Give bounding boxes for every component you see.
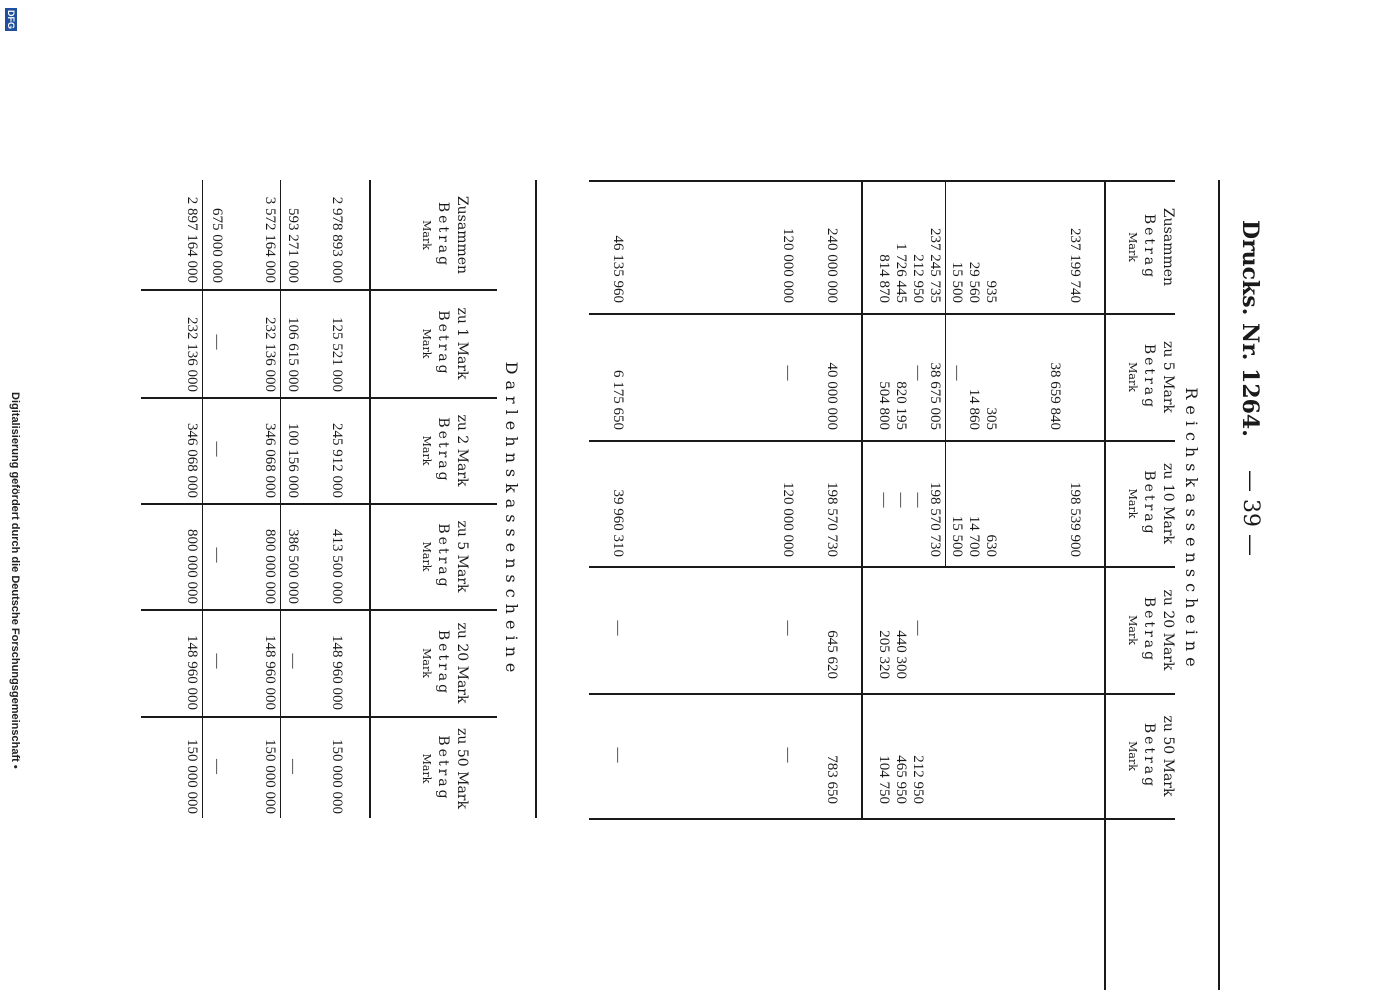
reichs-cell: 630 xyxy=(983,534,999,557)
darlehns-header-zu-2-mark: zu 2 Mark Betrag Mark xyxy=(420,414,470,487)
reichs-col-divider xyxy=(589,180,1175,182)
darlehns-header-zu-20-mark: zu 20 Mark Betrag Mark xyxy=(420,622,470,704)
darlehns-cell: 346 068 000 xyxy=(262,423,278,498)
reichs-cell: 237 245 735 xyxy=(927,228,943,303)
darlehns-col-divider xyxy=(141,289,497,291)
reichs-cell: 198 570 730 xyxy=(927,482,943,557)
reichs-cell: 440 300 xyxy=(893,630,909,679)
darlehns-cell: 232 136 000 xyxy=(262,317,278,392)
reichs-cell: 120 000 000 xyxy=(780,482,796,557)
darlehns-header-zu-1-mark: zu 1 Mark Betrag Mark xyxy=(420,307,470,380)
reichs-header-zu-5-mark: zu 5 Mark Betrag Mark xyxy=(1126,340,1176,414)
reichs-cell: 38 659 840 xyxy=(1047,362,1063,430)
darlehns-col-divider xyxy=(141,503,497,505)
reichs-col-divider xyxy=(589,313,1175,315)
reichs-cell: 198 570 730 xyxy=(824,482,840,557)
darlehns-cell: — xyxy=(285,759,301,774)
darlehns-cell: — xyxy=(209,759,225,774)
reichs-cell: — xyxy=(610,747,626,763)
darlehns-header-rule xyxy=(369,180,371,818)
darlehns-cell: 148 960 000 xyxy=(262,635,278,710)
reichs-cell: 1 726 445 xyxy=(893,243,909,303)
reichs-cell: — xyxy=(910,620,926,636)
darlehns-cell: 125 521 000 xyxy=(329,317,345,392)
reichs-cell: 814 870 xyxy=(876,254,892,303)
reichs-cell: — xyxy=(610,620,626,636)
darlehns-col-divider xyxy=(141,609,497,611)
darlehns-header-zu-50-mark: zu 50 Mark Betrag Mark xyxy=(420,728,470,809)
dfg-logo: DFG xyxy=(6,10,16,29)
reichs-cell: — xyxy=(949,365,965,381)
reichs-cell: — xyxy=(910,365,926,381)
reichs-cell: — xyxy=(780,365,796,381)
reichs-cell: 645 620 xyxy=(824,630,840,679)
reichs-cell: 820 195 xyxy=(893,381,909,430)
reichs-cell: 15 500 xyxy=(949,515,965,557)
darlehns-cell: — xyxy=(209,334,225,350)
reichs-cell: 465 950 xyxy=(893,755,909,804)
darlehns-cell: 148 960 000 xyxy=(184,635,200,710)
reichs-cell: 40 000 000 xyxy=(824,362,840,430)
reichs-top-rule xyxy=(1218,180,1220,990)
reichs-cell: 305 xyxy=(983,407,999,430)
reichs-col-divider xyxy=(589,440,1175,442)
darlehns-cell: 106 615 000 xyxy=(285,317,301,392)
reichs-cell: 212 950 xyxy=(910,254,926,303)
darlehns-cell: 150 000 000 xyxy=(262,739,278,814)
reichs-cell: — xyxy=(893,492,909,508)
reichs-col-divider xyxy=(589,818,1175,820)
darlehns-cell: 386 500 000 xyxy=(285,529,301,604)
darlehns-total-rule xyxy=(202,180,203,818)
reichs-cell: — xyxy=(910,492,926,508)
reichs-cell: — xyxy=(876,492,892,508)
reichs-cell: 120 000 000 xyxy=(780,228,796,303)
page-number: — 39 — xyxy=(1238,470,1263,556)
darlehns-cell: 675 000 000 xyxy=(209,208,225,283)
darlehns-cell: 148 960 000 xyxy=(329,635,345,710)
reichs-cell: 39 960 310 xyxy=(610,489,626,557)
reichs-cell: 935 xyxy=(983,280,999,303)
darlehns-header-zusammen: Zusammen Betrag Mark xyxy=(420,195,470,275)
reichs-cell: 14 700 xyxy=(966,515,982,557)
reichs-cell: — xyxy=(780,747,796,763)
section-title-darlehnskassenscheine: Darlehnskassenscheine xyxy=(502,361,521,679)
reichs-subtotal-rule xyxy=(945,180,946,440)
darlehns-cell: 150 000 000 xyxy=(329,739,345,814)
reichs-cell: 783 650 xyxy=(824,755,840,804)
reichs-cell: 104 750 xyxy=(876,755,892,804)
darlehns-cell: 2 897 164 000 xyxy=(184,196,200,283)
reichs-cell: 198 539 900 xyxy=(1067,482,1083,557)
reichs-total-rule xyxy=(861,180,863,818)
darlehns-cell: 100 156 000 xyxy=(285,423,301,498)
darlehns-cell: — xyxy=(285,653,301,669)
reichs-cell: 504 800 xyxy=(876,381,892,430)
reichs-header-rule xyxy=(1104,180,1106,990)
darlehns-header-zu-5-mark: zu 5 Mark Betrag Mark xyxy=(420,520,470,593)
section-title-reichskassenscheine: Reichskassenscheine xyxy=(1182,387,1201,673)
reichs-cell: 212 950 xyxy=(910,755,926,804)
darlehns-col-divider xyxy=(141,716,497,718)
darlehns-cell: — xyxy=(209,653,225,669)
darlehns-cell: — xyxy=(209,441,225,457)
reichs-cell: 14 860 xyxy=(966,388,982,430)
reichs-cell: 240 000 000 xyxy=(824,228,840,303)
document-number: Drucks. Nr. 1264. xyxy=(1237,220,1263,437)
darlehns-cell: 2 978 893 000 xyxy=(329,196,345,283)
darlehns-col-divider xyxy=(141,397,497,399)
digitization-note: Digitalisierung gefördert durch die Deutsche Forschungsgemeinschaft • xyxy=(9,392,21,769)
reichs-cell: 15 500 xyxy=(949,261,965,303)
reichs-header-zu-50-mark: zu 50 Mark Betrag Mark xyxy=(1126,715,1176,797)
reichs-col-divider xyxy=(589,566,1175,568)
darlehns-cell: 245 912 000 xyxy=(329,423,345,498)
darlehns-cell: 800 000 000 xyxy=(184,529,200,604)
darlehns-top-rule xyxy=(535,180,537,818)
reichs-col-divider xyxy=(589,693,1175,695)
darlehns-cell: 593 271 000 xyxy=(285,208,301,283)
reichs-cell: 38 675 005 xyxy=(927,362,943,430)
reichs-cell: 237 199 740 xyxy=(1067,228,1083,303)
darlehns-cell: 800 000 000 xyxy=(262,529,278,604)
reichs-cell: 6 175 650 xyxy=(610,370,626,430)
reichs-header-zu-20-mark: zu 20 Mark Betrag Mark xyxy=(1126,589,1176,671)
reichs-header-zu-10-mark: zu 10 Mark Betrag Mark xyxy=(1126,463,1176,544)
darlehns-cell: 150 000 000 xyxy=(184,739,200,814)
reichs-cell: 46 135 960 xyxy=(610,235,626,303)
reichs-cell: 29 560 xyxy=(966,261,982,303)
reichs-cell: 205 320 xyxy=(876,630,892,679)
darlehns-subtotal-rule xyxy=(280,180,281,818)
darlehns-cell: 413 500 000 xyxy=(329,529,345,604)
reichs-cell: — xyxy=(780,620,796,636)
reichs-header-zusammen: Zusammen Betrag Mark xyxy=(1126,207,1176,287)
darlehns-cell: 232 136 000 xyxy=(184,317,200,392)
darlehns-cell: — xyxy=(209,547,225,563)
darlehns-cell: 346 068 000 xyxy=(184,423,200,498)
reichs-subtotal-rule xyxy=(945,440,946,566)
darlehns-cell: 3 572 164 000 xyxy=(262,196,278,283)
